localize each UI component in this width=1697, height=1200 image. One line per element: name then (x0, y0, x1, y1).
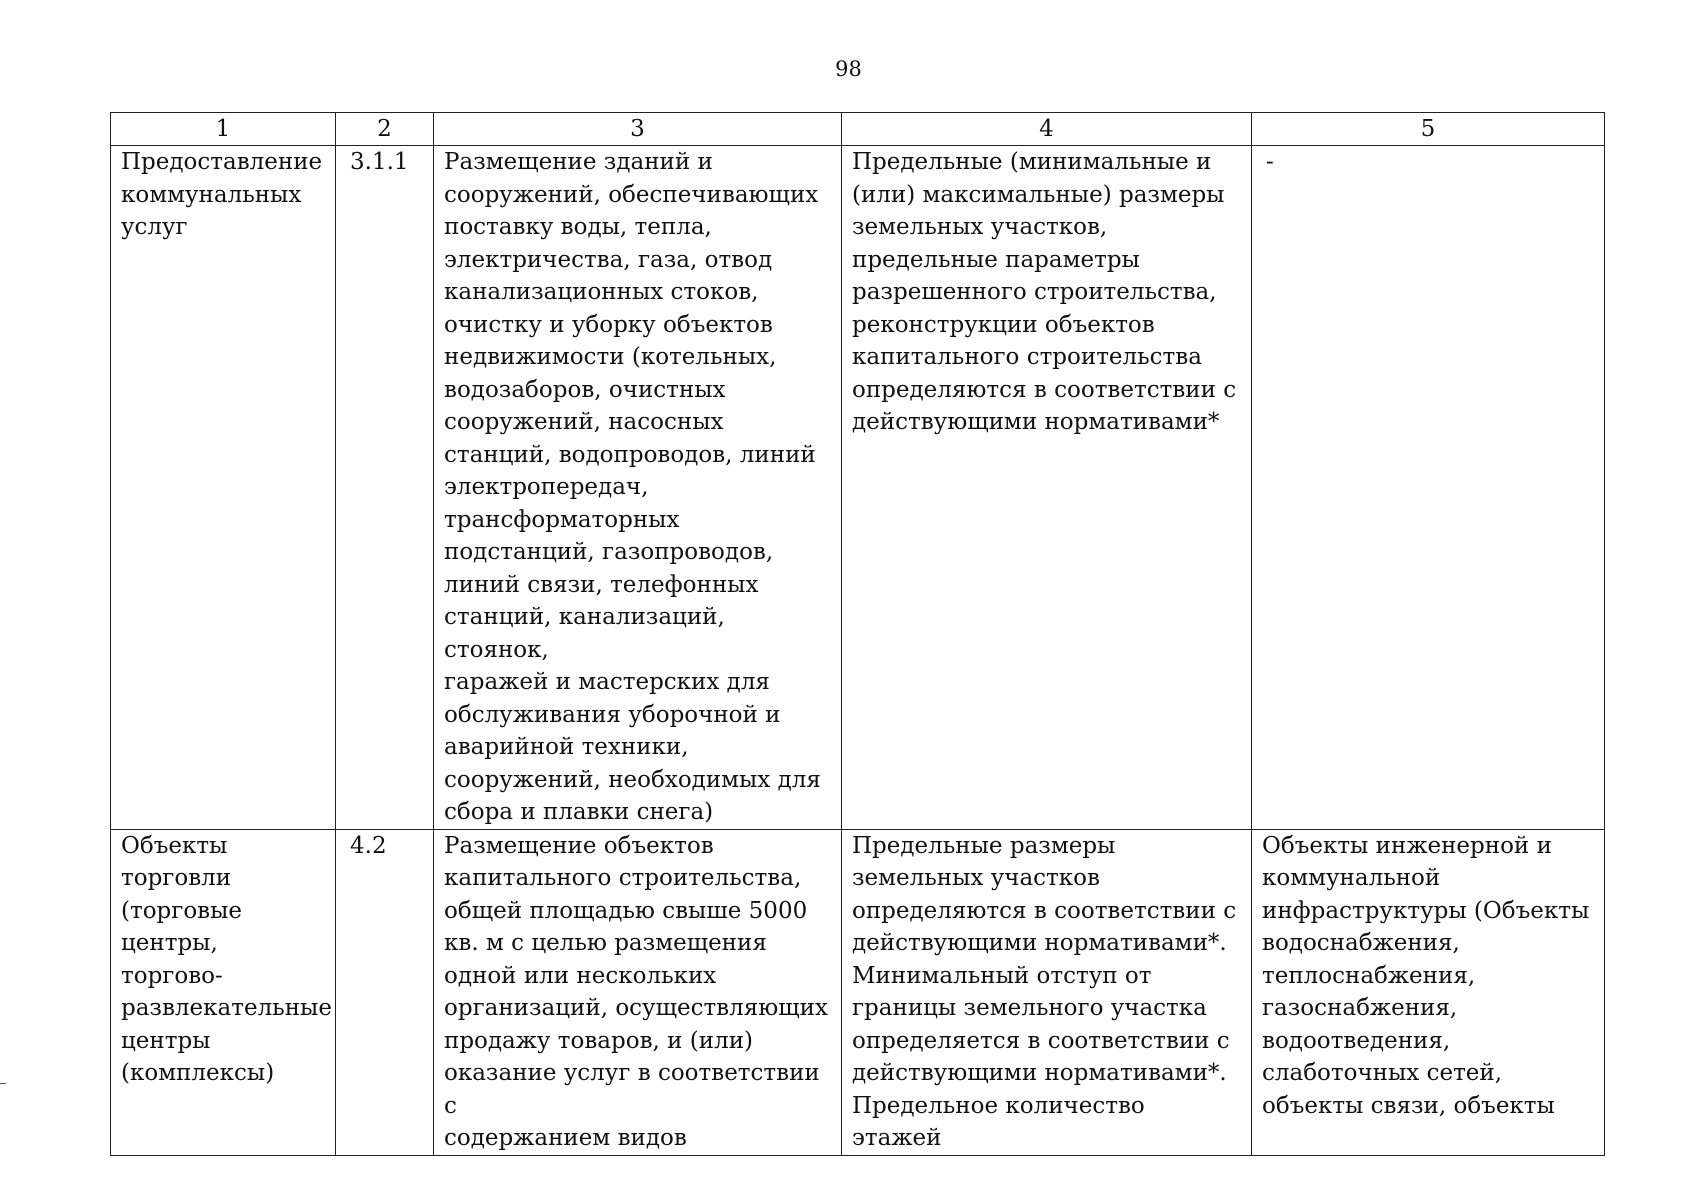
zoning-table (110, 112, 1605, 1156)
use-type-code: 3.1.1 (336, 146, 434, 830)
use-type-description: Размещение зданий и сооружений, обеспечивающих поставку воды, тепла, электричества, газа, отвод канализационных стоков, очистку и уборку объектов недвижимости (котельных, водозаборов, очистных сооружений, насосных станций, водопроводов, линий электропередач, трансформаторных подстанций, газопроводов, линий связи, телефонных станций, канализаций, стоянок, гаражей и мастерских для обслуживания уборочной и аварийной техники, сооружений, необходимых для сбора и плавки снега) (434, 146, 842, 830)
table-row (111, 146, 1605, 830)
use-type-parameters: Предельные размеры земельных участков определяются в соответствии с действующими нормативами*. Минимальный отступ от границы земельного участка определяется в соответствии с действующими нормативами*. Предельное количество этажей (842, 829, 1252, 1155)
table-row (111, 829, 1605, 1155)
use-type-description: Размещение объектов капитального строительства, общей площадью свыше 5000 кв. м с целью размещения одной или нескольких организаций, осуществляющих продажу товаров, и (или) оказание услуг в соответствии с содержанием видов (434, 829, 842, 1155)
use-type-name: Объекты торговли (торговые центры, торгово- развлекательные центры (комплексы) (111, 829, 336, 1155)
column-header: 5 (1252, 113, 1605, 146)
column-header: 3 (434, 113, 842, 146)
scan-edge-mark (0, 1083, 6, 1084)
use-type-name: Предоставление коммунальных услуг (111, 146, 336, 830)
use-type-parameters: Предельные (минимальные и (или) максимальные) размеры земельных участков, предельные параметры разрешенного строительства, реконструкции объектов капитального строительства определяются в соответствии с действующими нормативами* (842, 146, 1252, 830)
column-header: 1 (111, 113, 336, 146)
column-header: 2 (336, 113, 434, 146)
use-type-extra: Объекты инженерной и коммунальной инфраструктуры (Объекты водоснабжения, теплоснабжения, газоснабжения, водоотведения, слаботочных сетей, объекты связи, объекты (1252, 829, 1605, 1155)
table-header-row (111, 113, 1605, 146)
page-number: 98 (835, 57, 862, 81)
use-type-code: 4.2 (336, 829, 434, 1155)
column-header: 4 (842, 113, 1252, 146)
use-type-extra: - (1252, 146, 1605, 830)
